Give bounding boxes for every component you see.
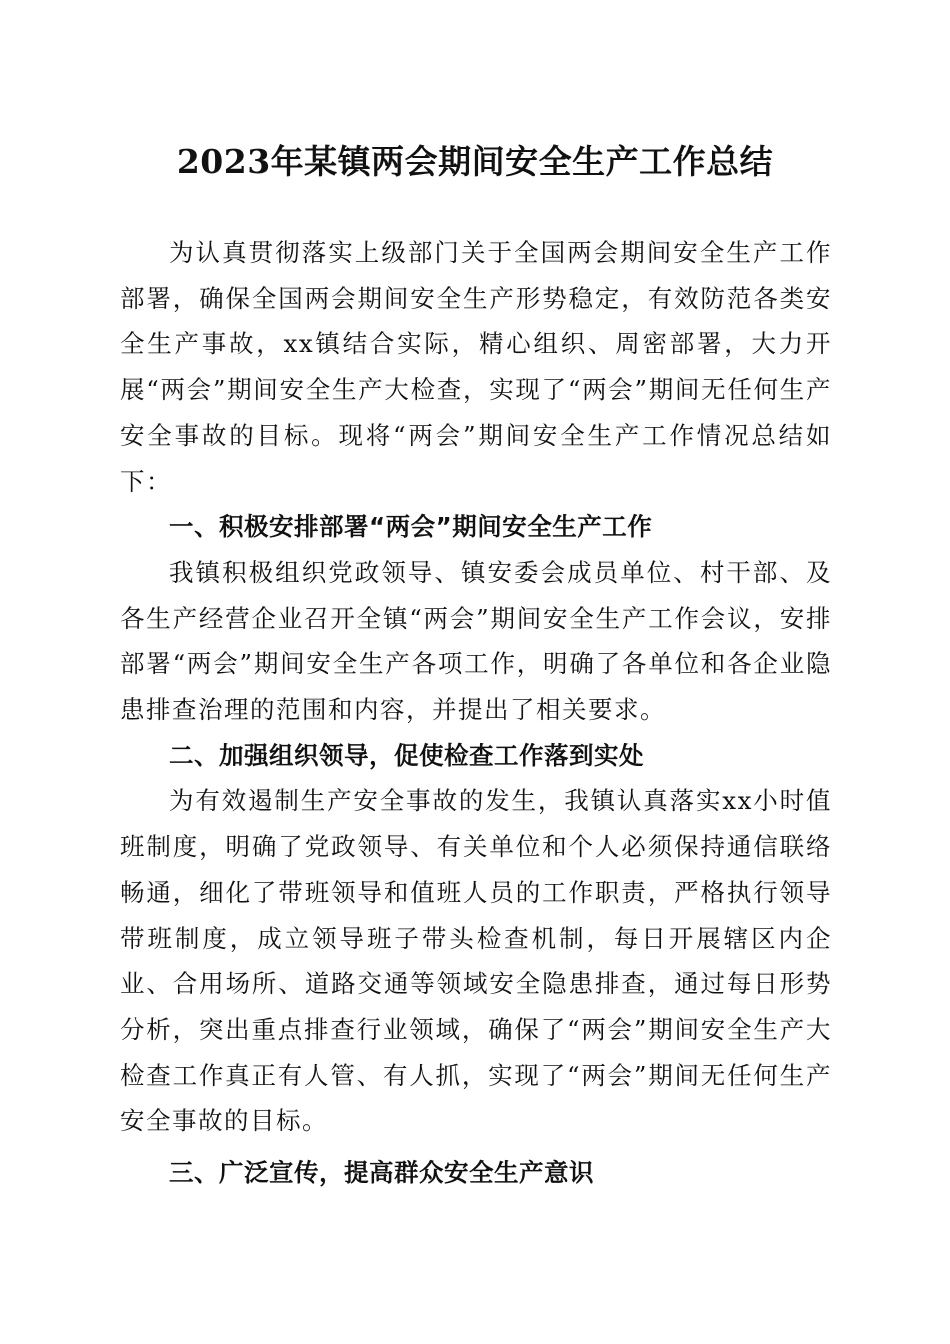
document-body bbox=[120, 230, 832, 1196]
document-title: 2023年某镇两会期间安全生产工作总结 bbox=[176, 142, 774, 181]
section-2-paragraph: 为有效遏制生产安全事故的发生，我镇认真落实xx小时值班制度，明确了党政领导、有关单位和个人必须保持通信联络畅通，细化了带班领导和值班人员的工作职责，严格执行领导带班制度，成立领导班子带头检查机制，每日开展辖区内企业、合用场所、道路交通等领域安全隐患排查，通过每日形势分析，突出重点排查行业领域，确保了“两会”期间安全生产大检查工作真正有人管、有人抓，实现了“两会”期间无任何生产安全事故的目标。 bbox=[120, 786, 832, 1136]
section-2-heading: 二、加强组织领导，促使检查工作落到实处 bbox=[169, 740, 644, 770]
intro-paragraph: 为认真贯彻落实上级部门关于全国两会期间安全生产工作部署，确保全国两会期间安全生产形势稳定，有效防范各类安全生产事故，xx镇结合实际，精心组织、周密部署，大力开展“两会”期间安全生产大检查，实现了“两会”期间无任何生产安全事故的目标。现将“两会”期间安全生产工作情况总结如下： bbox=[120, 238, 832, 496]
section-3-heading: 三、广泛宣传，提高群众安全生产意识 bbox=[169, 1158, 594, 1188]
section-1-paragraph: 我镇积极组织党政领导、镇安委会成员单位、村干部、及各生产经营企业召开全镇“两会”期间安全生产工作会议，安排部署“两会”期间安全生产各项工作，明确了各单位和各企业隐患排查治理的范围和内容，并提出了相关要求。 bbox=[120, 557, 832, 725]
section-1-heading: 一、积极安排部署“两会”期间安全生产工作 bbox=[169, 512, 653, 542]
